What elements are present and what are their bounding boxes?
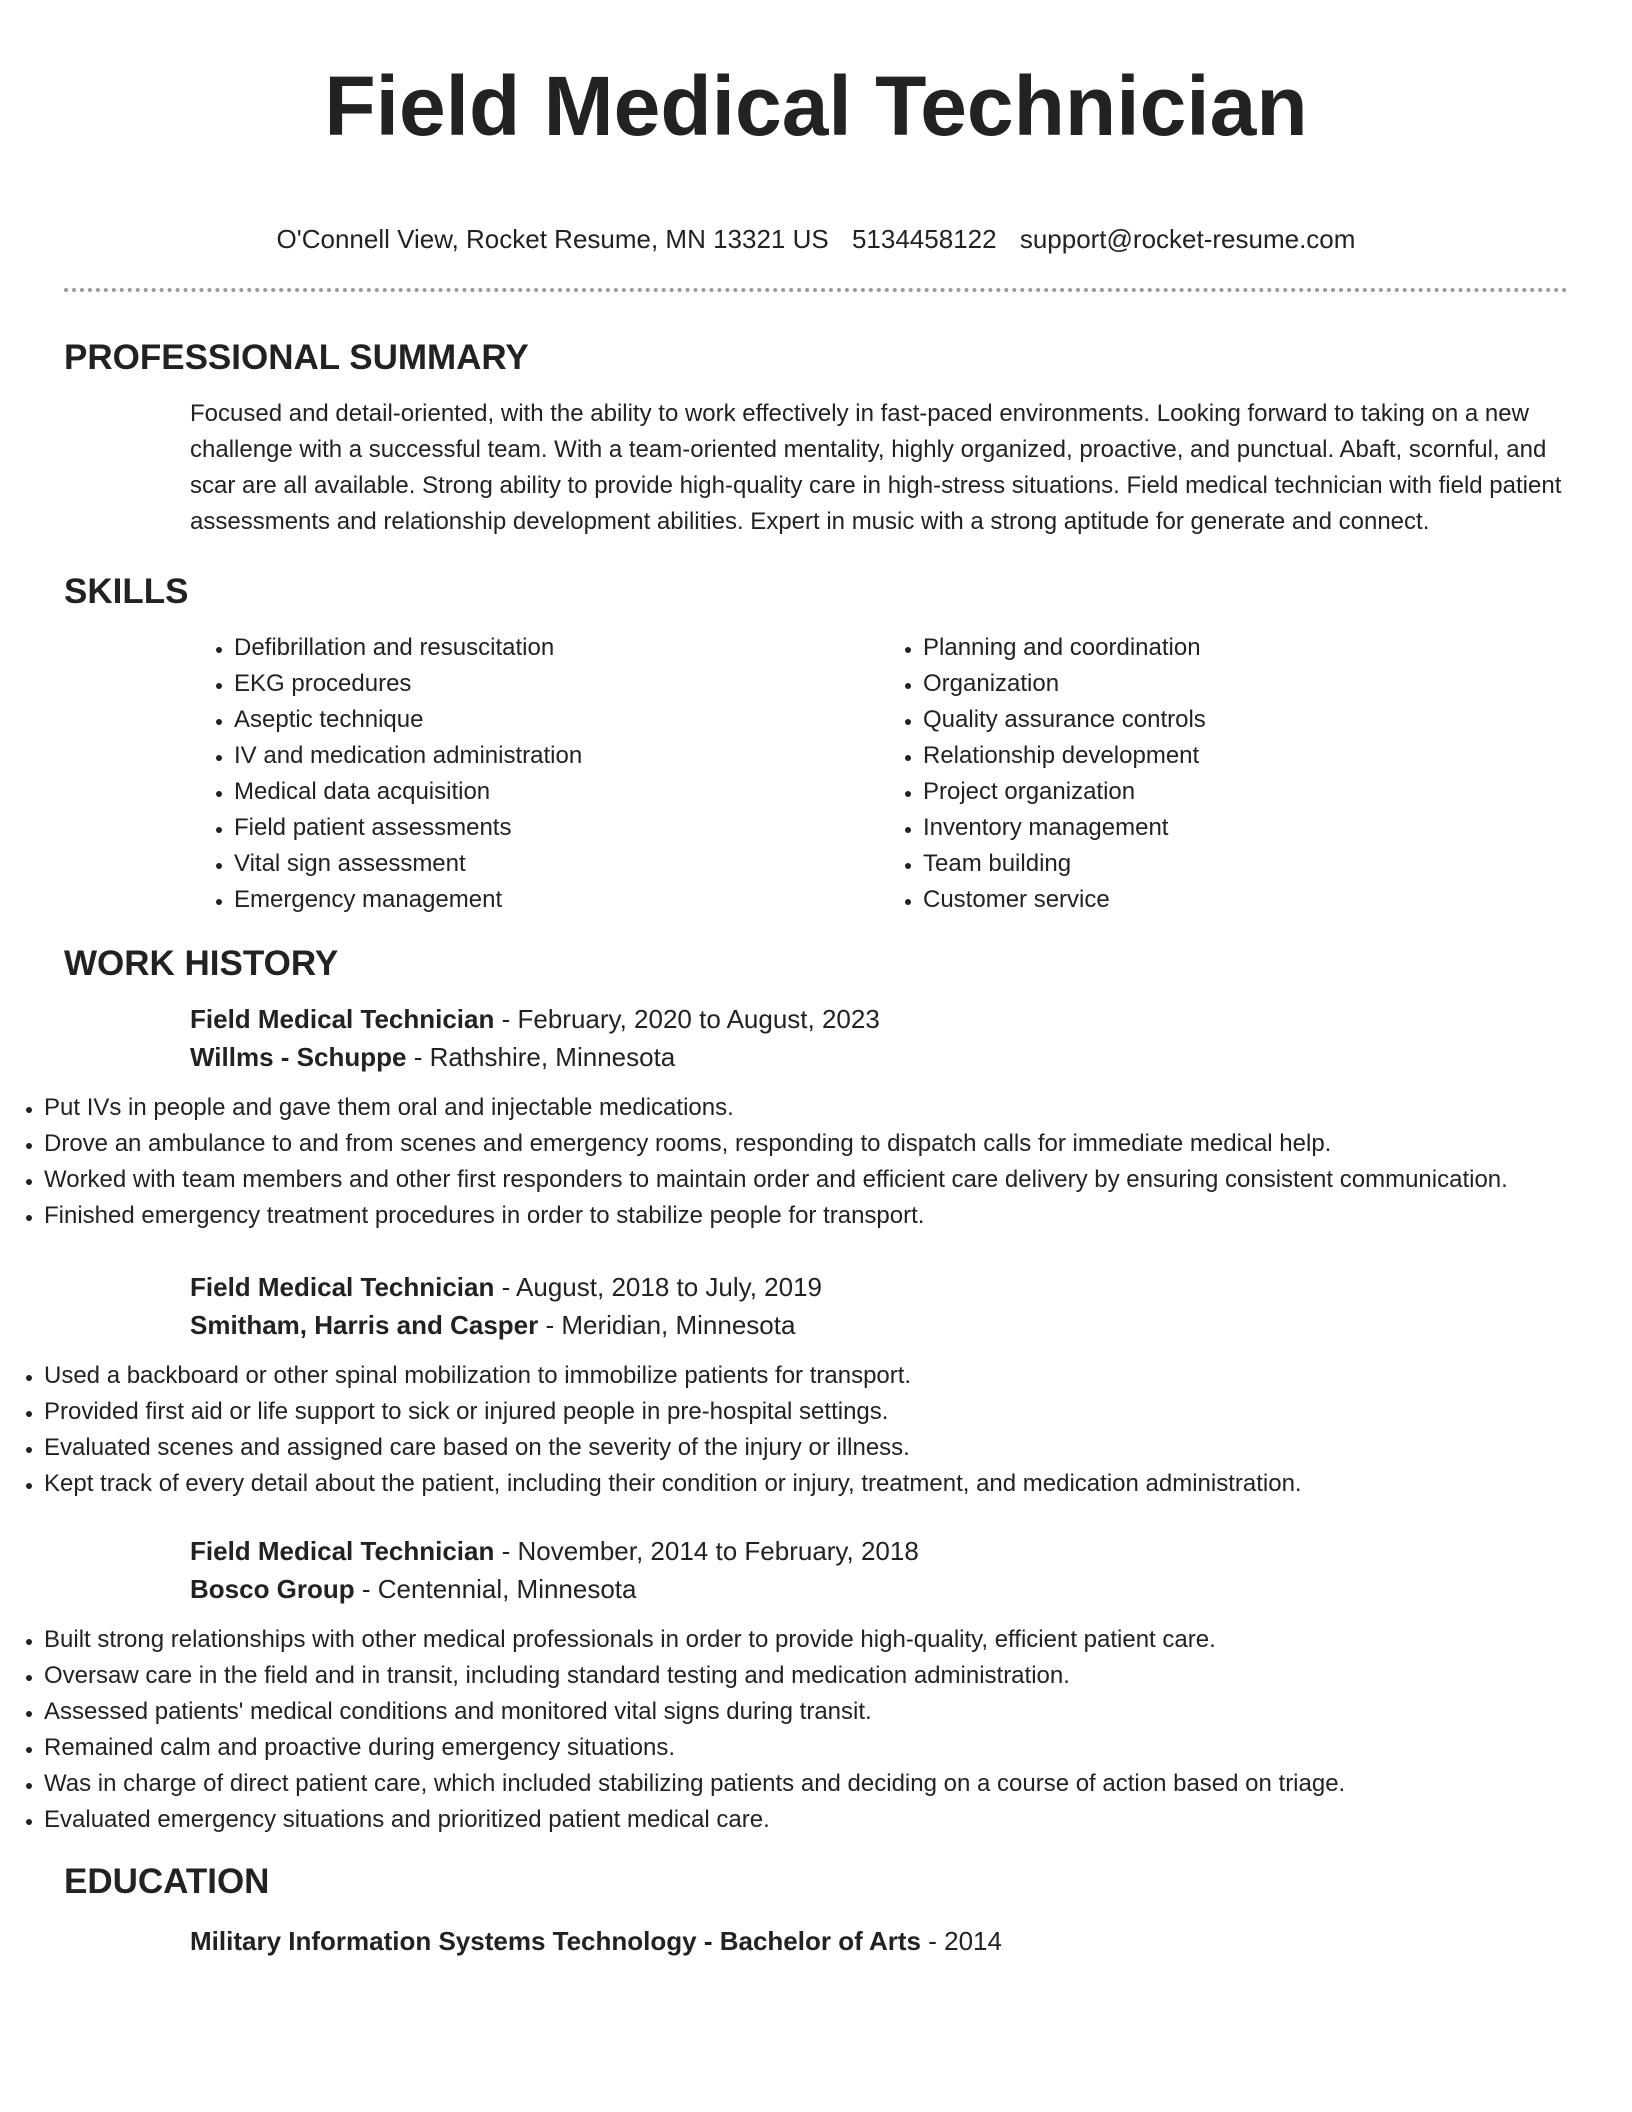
summary-text: Focused and detail-oriented, with the ability to work effectively in fast-paced environments. Looking forward to taking on a new challenge with a successful team. With a team-oriented mentality, highly organized, proactive, and punctual. Abaft, scornful, and scar are all available. Strong ability to provide high-quality care in high-stress situations. Field medical technician with field patient assessments and relationship development abilities. Expert in music with a strong aptitude for generate and connect.: [190, 400, 1562, 535]
duty-item: • Assessed patients' medical conditions and monitored vital signs during transit.: [44, 1694, 1632, 1730]
summary-heading: PROFESSIONAL SUMMARY: [64, 338, 529, 377]
job-location: - Meridian, Minnesota: [538, 1310, 796, 1340]
job-duties: [0, 1090, 1632, 1234]
job-dates: - August, 2018 to July, 2019: [494, 1272, 823, 1302]
skill-item: • Field patient assessments: [234, 810, 879, 846]
skill-item: • Medical data acquisition: [234, 774, 879, 810]
job-company-line: [190, 1038, 1568, 1076]
duty-item: • Remained calm and proactive during emergency situations.: [44, 1730, 1632, 1766]
job-role: Field Medical Technician: [190, 1536, 495, 1566]
job-company: Bosco Group: [190, 1574, 355, 1604]
skill-item: • Inventory management: [923, 810, 1568, 846]
resume-name: Field Medical Technician: [324, 59, 1308, 153]
job-duties: [0, 1358, 1632, 1502]
job-title-line: [190, 1000, 1568, 1038]
duty-item: • Drove an ambulance to and from scenes and emergency rooms, responding to dispatch calls for immediate medical help.: [44, 1126, 1632, 1162]
skills-column-right: [879, 630, 1568, 918]
duty-item: • Worked with team members and other first responders to maintain order and efficient care delivery by ensuring consistent communication.: [44, 1162, 1632, 1198]
header-divider: [64, 288, 1568, 292]
job-duties: [0, 1622, 1632, 1838]
duty-item: • Oversaw care in the field and in transit, including standard testing and medication administration.: [44, 1658, 1632, 1694]
duty-item: • Used a backboard or other spinal mobilization to immobilize patients for transport.: [44, 1358, 1632, 1394]
skill-item: • Defibrillation and resuscitation: [234, 630, 879, 666]
skill-item: • Planning and coordination: [923, 630, 1568, 666]
job-company: Willms - Schuppe: [190, 1042, 407, 1072]
skills-list: [190, 630, 1568, 918]
skill-item: • Quality assurance controls: [923, 702, 1568, 738]
job-title-line: [190, 1268, 1568, 1306]
skills-heading: SKILLS: [64, 572, 189, 611]
work-history-heading: WORK HISTORY: [64, 944, 339, 983]
skill-item: • IV and medication administration: [234, 738, 879, 774]
skill-item: • Relationship development: [923, 738, 1568, 774]
education-heading: EDUCATION: [64, 1862, 270, 1901]
skill-item: • Team building: [923, 846, 1568, 882]
skill-item: • Organization: [923, 666, 1568, 702]
duty-item: • Built strong relationships with other medical professionals in order to provide high-quality, efficient patient care.: [44, 1622, 1632, 1658]
skill-item: • Vital sign assessment: [234, 846, 879, 882]
job-title-line: [190, 1532, 1568, 1570]
work-entry: [190, 1532, 1568, 1608]
job-company-line: [190, 1570, 1568, 1608]
contact-email: support@rocket-resume.com: [1019, 224, 1356, 254]
skill-item: • EKG procedures: [234, 666, 879, 702]
job-dates: - November, 2014 to February, 2018: [494, 1536, 919, 1566]
education-year: - 2014: [921, 1926, 1002, 1956]
skill-item: • Aseptic technique: [234, 702, 879, 738]
contact-address: O'Connell View, Rocket Resume, MN 13321 US: [276, 224, 829, 254]
duty-item: • Provided first aid or life support to sick or injured people in pre-hospital settings.: [44, 1394, 1632, 1430]
skill-item: • Customer service: [923, 882, 1568, 918]
work-entry: [190, 1000, 1568, 1076]
duty-item: • Finished emergency treatment procedures in order to stabilize people for transport.: [44, 1198, 1632, 1234]
contact-phone: 5134458122: [851, 224, 997, 254]
duty-item: • Evaluated scenes and assigned care based on the severity of the injury or illness.: [44, 1430, 1632, 1466]
job-dates: - February, 2020 to August, 2023: [494, 1004, 880, 1034]
work-entry: [190, 1268, 1568, 1344]
job-role: Field Medical Technician: [190, 1004, 495, 1034]
duty-item: • Was in charge of direct patient care, which included stabilizing patients and deciding on a course of action based on triage.: [44, 1766, 1632, 1802]
duty-item: • Put IVs in people and gave them oral and injectable medications.: [44, 1090, 1632, 1126]
job-location: - Rathshire, Minnesota: [406, 1042, 676, 1072]
job-company-line: [190, 1306, 1568, 1344]
duty-item: • Evaluated emergency situations and prioritized patient medical care.: [44, 1802, 1632, 1838]
job-location: - Centennial, Minnesota: [354, 1574, 637, 1604]
job-role: Field Medical Technician: [190, 1272, 495, 1302]
skill-item: • Emergency management: [234, 882, 879, 918]
duty-item: • Kept track of every detail about the patient, including their condition or injury, treatment, and medication administration.: [44, 1466, 1632, 1502]
contact-line: [0, 222, 1632, 256]
job-company: Smitham, Harris and Casper: [190, 1310, 539, 1340]
education-entry: [190, 1922, 1568, 1960]
education-degree: Military Information Systems Technology - Bachelor of Arts: [190, 1926, 922, 1956]
skills-column-left: [190, 630, 879, 918]
skill-item: • Project organization: [923, 774, 1568, 810]
